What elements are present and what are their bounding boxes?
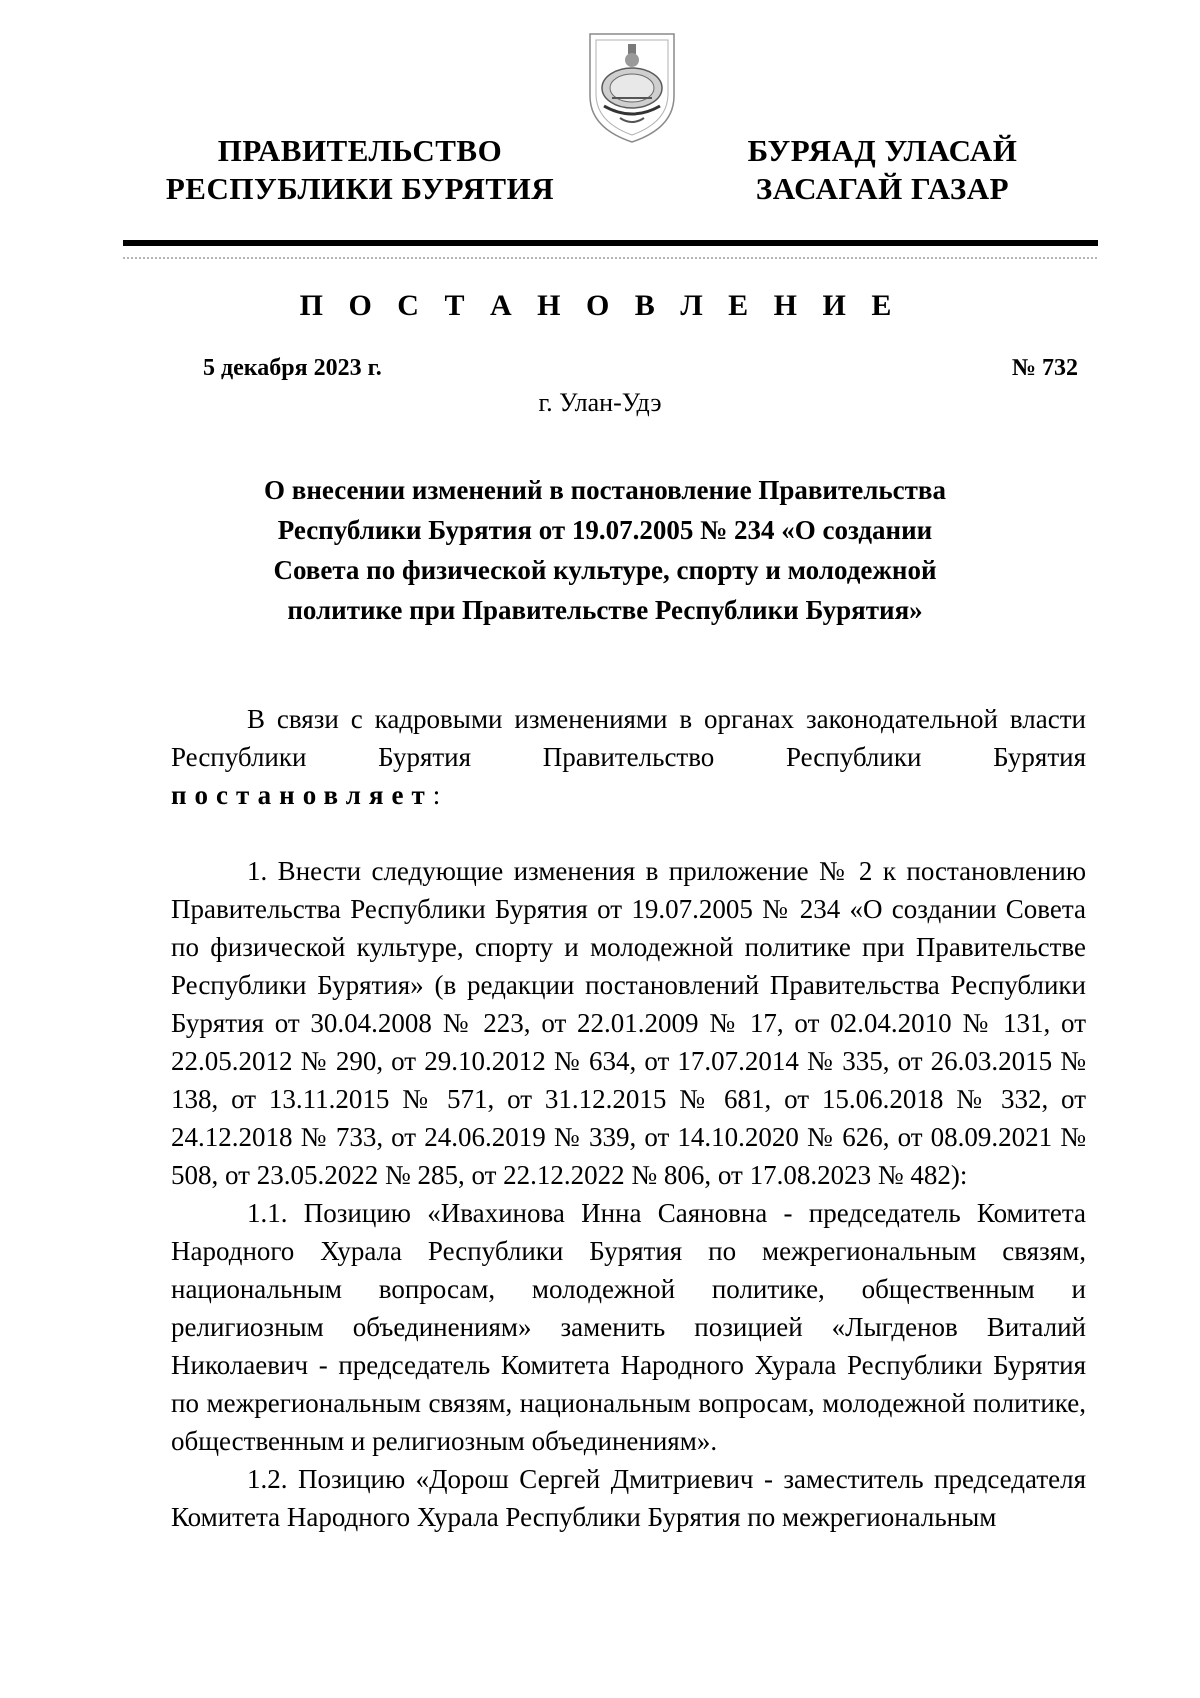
document-title-line: Республики Бурятия от 19.07.2005 № 234 «О создании <box>277 515 933 545</box>
org-name-russian-line2: РЕСПУБЛИКИ БУРЯТИЯ <box>165 171 555 206</box>
org-name-russian <box>150 132 570 208</box>
document-city: г. Улан-Удэ <box>538 388 662 417</box>
item-1-1-paragraph: 1.1. Позицию «Ивахинова Инна Саяновна - председатель Комитета Народного Хурала Республики Бурятия по межрегиональным связям, национальным вопросам, молодежной политике, общественным и религиозным объединениям» заменить позицией «Лыгденов Виталий Николаевич - председатель Комитета Народного Хурала Республики Бурятия по межрегиональным связям, национальным вопросам, молодежной политике, общественным и религиозным объединениям». <box>171 1198 1086 1456</box>
org-name-buryat <box>705 132 1060 208</box>
org-name-buryat-line1: БУРЯАД УЛАСАЙ <box>747 133 1018 168</box>
document-title-line: О внесении изменений в постановление Правительства <box>264 475 946 505</box>
decree-word: постановляет <box>171 780 433 810</box>
preamble-text: В связи с кадровыми изменениями в органах законодательной власти Республики Бурятия Правительство Республики Бурятия <box>171 704 1086 772</box>
document-title <box>230 470 980 630</box>
document-type: П О С Т А Н О В Л Е Н И Е <box>299 289 901 322</box>
document-title-line: политике при Правительстве Республики Бурятия» <box>287 595 923 625</box>
document-date: 5 декабря 2023 г. <box>203 355 382 381</box>
item-1-2-paragraph: 1.2. Позицию «Дорош Сергей Дмитриевич - заместитель председателя Комитета Народного Хурала Республики Бурятия по межрегиональным <box>171 1464 1086 1532</box>
org-name-russian-line1: ПРАВИТЕЛЬСТВО <box>217 133 503 168</box>
document-body <box>171 700 1086 1536</box>
decree-suffix: : <box>432 780 441 810</box>
header-divider-thin <box>123 257 1098 259</box>
document-title-line: Совета по физической культуре, спорту и молодежной <box>273 555 937 585</box>
org-name-buryat-line2: ЗАСАГАЙ ГАЗАР <box>755 171 1010 206</box>
item-1-paragraph: 1. Внести следующие изменения в приложение № 2 к постановлению Правительства Республики Бурятия от 19.07.2005 № 234 «О создании Совета по физической культуре, спорту и молодежной политике при Правительстве Республики Бурятия» (в редакции постановлений Правительства Республики Бурятия от 30.04.2008 № 223, от 22.01.2009 № 17, от 02.04.2010 № 131, от 22.05.2012 № 290, от 29.10.2012 № 634, от 17.07.2014 № 335, от 26.03.2015 № 138, от 13.11.2015 № 571, от 31.12.2015 № 681, от 15.06.2018 № 332, от 24.12.2018 № 733, от 24.06.2019 № 339, от 14.10.2020 № 626, от 08.09.2021 № 508, от 23.05.2022 № 285, от 22.12.2022 № 806, от 17.08.2023 № 482): <box>171 856 1086 1190</box>
document-number: № 732 <box>1011 355 1078 381</box>
header-divider-thick <box>123 240 1098 246</box>
preamble-paragraph <box>171 700 1086 814</box>
coat-of-arms-icon <box>584 26 680 146</box>
